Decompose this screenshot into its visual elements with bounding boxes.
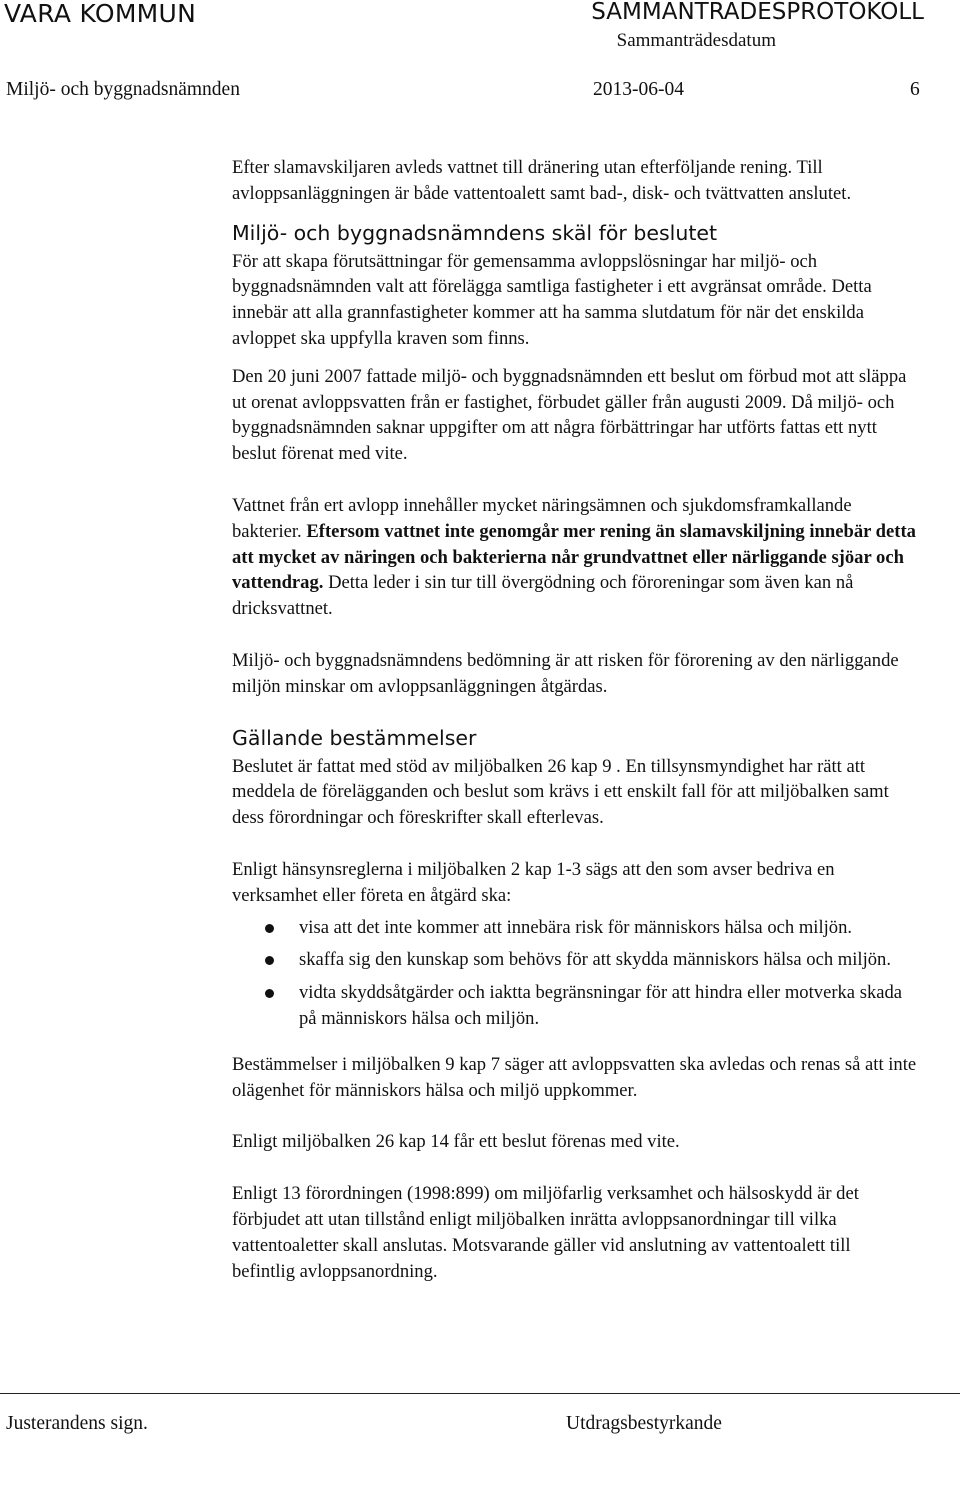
intro-paragraph: Efter slamavskiljaren avleds vattnet till dränering utan efterföljande rening. Till avloppsanläggningen är både vattentoalett samt bad-, disk- och tvättvatten anslutet. xyxy=(232,157,852,204)
list-item-text: vidta skyddsåtgärder och iaktta begränsningar för att hindra eller motverka skada på människors hälsa och miljön. xyxy=(299,982,903,1029)
water-paragraph xyxy=(232,493,917,622)
list-item-text: visa att det inte kommer att innebära risk för människors hälsa och miljön. xyxy=(299,916,853,938)
bullet-icon xyxy=(265,956,274,965)
list-item-text: skaffa sig den kunskap som behövs för att skydda människors hälsa och miljön. xyxy=(299,949,891,971)
document-type: SAMMANTRÄDESPROTOKOLL xyxy=(591,0,924,25)
board-name: Miljö- och byggnadsnämnden xyxy=(6,79,240,100)
water-text-bold: Eftersom vattnet inte genomgår mer rening än slamavskiljning innebär detta att mycket av näringen och bakterierna når grundvattnet eller närliggande sjöar och vattendrag. xyxy=(232,520,916,594)
footer-divider xyxy=(0,1393,960,1394)
water-text-b: Detta leder i sin tur till övergödning och föroreningar som även kan nå dricksvattnet. xyxy=(232,572,854,620)
meeting-date: 2013-06-04 xyxy=(593,79,684,100)
assessment-paragraph: Miljö- och byggnadsnämndens bedömning är att risken för förorening av den närliggande miljön minskar om avloppsanläggningen åtgärdas. xyxy=(232,649,899,697)
reasons-paragraph-2: Den 20 juni 2007 fattade miljö- och byggnadsnämnden ett beslut om förbud mot att släppa ut orenat avloppsvatten från er fastighet, förbudet gäller från augusti 2009. Då miljö- och byggnadsnämnden saknar uppgifter om att några förbättringar har utförts fattas ett nytt beslut förenat med vite. xyxy=(232,365,907,465)
excerpt-certification-label: Utdragsbestyrkande xyxy=(566,1413,722,1434)
rules-paragraph-2: Enligt hänsynsreglerna i miljöbalken 2 kap 1-3 sägs att den som avser bedriva en verksamhet eller företa en åtgärd ska: xyxy=(232,858,835,906)
meeting-date-label: Sammanträdesdatum xyxy=(616,30,776,51)
rules-paragraph-1: Beslutet är fattat med stöd av miljöbalken 26 kap 9 . En tillsynsmyndighet har rätt att meddela de förelägganden och beslut som krävs i ett enskilt fall för att miljöbalken samt dess förordningar och föreskrifter skall efterlevas. xyxy=(232,755,889,829)
reasons-paragraph-1: För att skapa förutsättningar för gemensamma avloppslösningar har miljö- och byggnadsnämnden valt att förelägga samtliga fastigheter i ett avgränsat område. Detta innebär att alla grannfastigheter kommer att ha samma slutdatum för när det enskilda avloppet ska uppfylla kraven som finns. xyxy=(232,250,872,349)
page-number: 6 xyxy=(910,79,920,100)
rules-paragraph-4: Enligt miljöbalken 26 kap 14 får ett beslut förenas med vite. xyxy=(232,1131,680,1153)
bullet-icon xyxy=(265,989,274,998)
rules-heading: Gällande bestämmelser xyxy=(232,725,477,750)
reasons-heading: Miljö- och byggnadsnämndens skäl för beslutet xyxy=(232,220,718,245)
rules-paragraph-5: Enligt 13 förordningen (1998:899) om miljöfarlig verksamhet och hälsoskydd är det förbjudet att utan tillstånd enligt miljöbalken inrätta avloppsanordningar till vilka vattentoaletter skall anslutas. Motsvarande gäller vid anslutning av vattentoalett till befintlig avloppsanordning. xyxy=(232,1183,859,1282)
signature-label: Justerandens sign. xyxy=(6,1413,148,1434)
rules-paragraph-3: Bestämmelser i miljöbalken 9 kap 7 säger att avloppsvatten ska avledas och renas så att inte olägenhet för människors hälsa och miljö uppkommer. xyxy=(232,1053,917,1101)
list-item xyxy=(232,947,917,973)
water-text-a: Vattnet från ert avlopp innehåller mycket näringsämnen och sjukdomsframkallande bakterier. xyxy=(232,494,852,542)
organization-name: VARA KOMMUN xyxy=(4,0,197,28)
list-item xyxy=(232,915,917,941)
protocol-body xyxy=(232,155,917,1284)
requirements-list xyxy=(232,915,917,1032)
bullet-icon xyxy=(265,924,274,933)
list-item xyxy=(232,980,917,1032)
